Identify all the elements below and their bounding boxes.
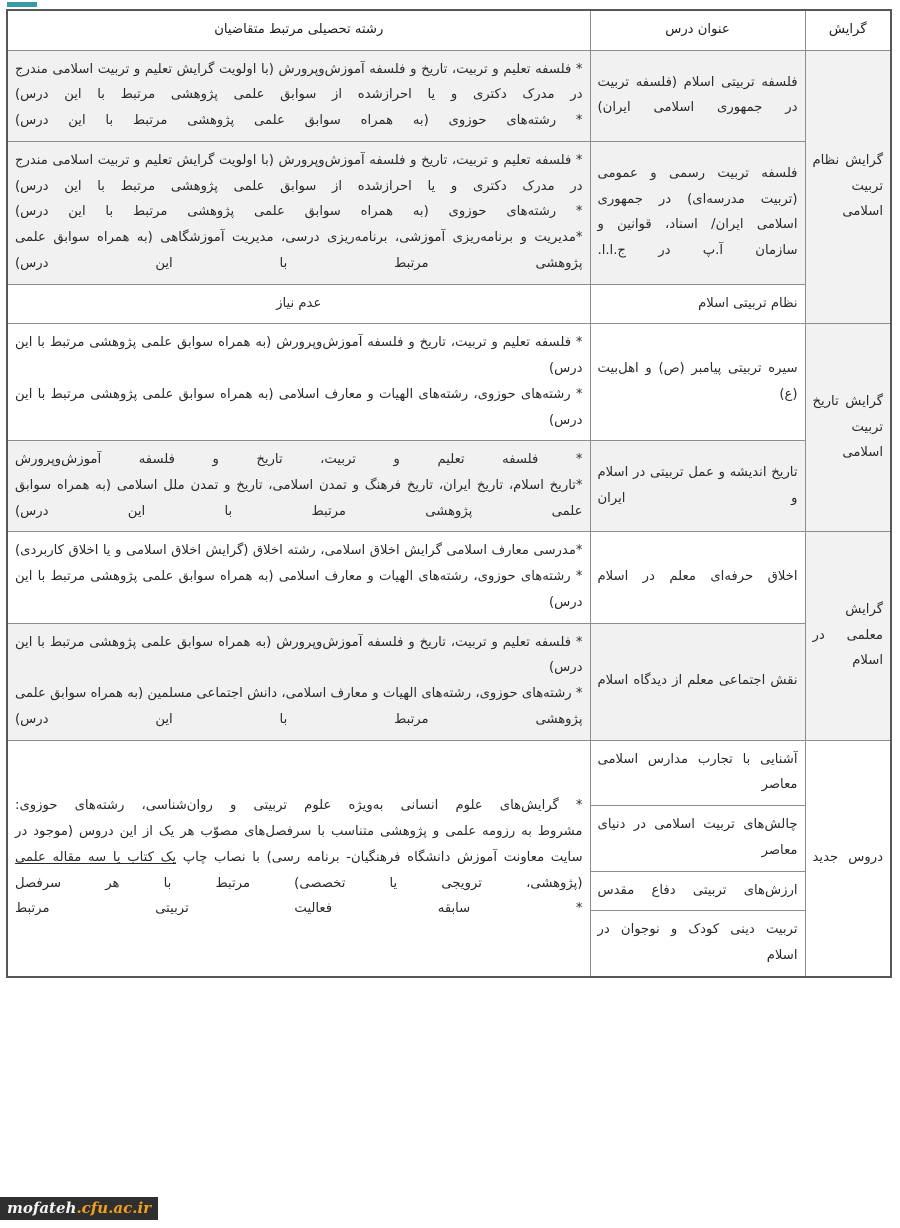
eligible-field-line: *تاریخ اسلام، تاریخ ایران، تاریخ فرهنگ و تمدن اسلامی، تاریخ و تمدن ملل اسلامی (به همراه سوابق علمی پژوهشی مرتبط با این درس) xyxy=(15,478,583,519)
table-sheet xyxy=(8,9,892,978)
teal-marker-bar xyxy=(7,2,37,7)
eligible-field-line: * رشته‌های حوزوی، رشته‌های الهیات و معارف اسلامی، دانش اجتماعی مسلمین (به همراه سوابق علمی پژوهشی مرتبط با این درس) xyxy=(15,686,583,727)
table-header xyxy=(7,10,891,50)
gerayesh-cell: گرایش معلمی در اسلام xyxy=(805,532,891,740)
table-row xyxy=(7,441,891,532)
eligible-field-line: *مدرسی معارف اسلامی گرایش اخلاق اسلامی، رشته اخلاق (گرایش اخلاق اسلامی و یا اخلاق کاربردی) xyxy=(15,543,583,559)
condition-text-a: مشروط به رزومه علمی و پژوهشی متناسب با سرفصل‌های مصوّب هر یک از این دروس (موجود در سایت معاونت آموزش دانشگاه فرهنگیان- برنامه رسی) با نصاب چاپ xyxy=(15,824,583,865)
course-title-cell: آشنایی با تجارب مدارس اسلامی معاصر xyxy=(590,740,805,805)
table-row xyxy=(7,284,891,324)
course-title-cell: فلسفه تربیتی اسلام (فلسفه تربیت در جمهوری اسلامی ایران) xyxy=(590,50,805,141)
eligible-field-line: عدم نیاز xyxy=(276,295,322,311)
table-row xyxy=(7,532,891,623)
eligible-field-line: * رشته‌های حوزوی (به همراه سوابق علمی پژوهشی مرتبط با این درس) xyxy=(15,204,583,220)
table-row xyxy=(7,623,891,740)
eligible-field-line: * رشته‌های حوزوی، رشته‌های الهیات و معارف اسلامی (به همراه سوابق علمی پژوهشی مرتبط با این درس) xyxy=(15,569,583,610)
course-title-cell: ارزش‌های تربیتی دفاع مقدس xyxy=(590,871,805,911)
eligible-fields-cell xyxy=(7,50,590,141)
table-row xyxy=(7,141,891,284)
course-title-cell: چالش‌های تربیت اسلامی در دنیای معاصر xyxy=(590,806,805,871)
gerayesh-cell: گرایش تاریخ تربیت اسلامی xyxy=(805,324,891,532)
eligible-field-condition xyxy=(15,819,583,896)
eligible-fields-cell xyxy=(7,740,590,977)
table-row xyxy=(7,324,891,441)
eligible-field-line: * فلسفه تعلیم و تربیت، تاریخ و فلسفه آموزش‌وپرورش xyxy=(15,452,583,468)
header-onvan: عنوان درس xyxy=(590,10,805,50)
course-title-cell: نظام تربیتی اسلام xyxy=(590,284,805,324)
eligible-field-line: * فلسفه تعلیم و تربیت، تاریخ و فلسفه آموزش‌وپرورش (با اولویت گرایش تعلیم و تربیت اسلامی مندرج در مدرک دکتری و یا احرازشده از سوابق علمی پژوهشی مرتبط با این درس) xyxy=(15,152,583,194)
eligible-field-line: * فلسفه تعلیم و تربیت، تاریخ و فلسفه آموزش‌وپرورش (با اولویت گرایش تعلیم و تربیت اسلامی مندرج در مدرک دکتری و یا احرازشده از سوابق علمی پژوهشی مرتبط با این درس) xyxy=(15,61,583,103)
eligible-field-line: * رشته‌های حوزوی (به همراه سوابق علمی پژوهشی مرتبط با این درس) xyxy=(15,113,583,129)
eligible-fields-cell xyxy=(7,141,590,284)
eligible-fields-cell xyxy=(7,324,590,441)
requirements-table xyxy=(6,9,892,978)
course-title-cell: فلسفه تربیت رسمی و عمومی (تربیت مدرسه‌ای) در جمهوری اسلامی ایران/ اسناد، قوانین و سازمان آ.پ در ج.ا.ا. xyxy=(590,141,805,284)
watermark-name: mofateh xyxy=(7,1199,77,1217)
course-title-cell: تربیت دینی کودک و نوجوان در اسلام xyxy=(590,911,805,977)
header-gerayesh: گرایش xyxy=(805,10,891,50)
header-row xyxy=(7,10,891,50)
table-row xyxy=(7,50,891,141)
eligible-field-line: * رشته‌های حوزوی، رشته‌های الهیات و معارف اسلامی (به همراه سوابق علمی پژوهشی مرتبط با این درس) xyxy=(15,386,583,428)
site-watermark xyxy=(0,1197,158,1220)
course-title-cell: نقش اجتماعی معلم از دیدگاه اسلام xyxy=(590,623,805,740)
eligible-field-line: * فلسفه تعلیم و تربیت، تاریخ و فلسفه آموزش‌وپرورش (به همراه سوابق علمی پژوهشی مرتبط با این درس) xyxy=(15,335,583,377)
eligible-field-line: * گرایش‌های علوم انسانی به‌ویژه علوم تربیتی و روان‌شناسی، رشته‌های حوزوی: xyxy=(15,798,583,814)
watermark-domain: .cfu.ac.ir xyxy=(76,1199,152,1217)
eligible-field-line: * سابقه فعالیت تربیتی مرتبط xyxy=(15,901,583,917)
course-title-cell: سیره تربیتی پیامبر (ص) و اهل‌بیت (ع) xyxy=(590,324,805,441)
course-title-cell: اخلاق حرفه‌ای معلم در اسلام xyxy=(590,532,805,623)
header-reshte: رشته تحصیلی مرتبط متقاضیان xyxy=(7,10,590,50)
eligible-fields-cell xyxy=(7,441,590,532)
course-title-cell: تاریخ اندیشه و عمل تربیتی در اسلام و ایران xyxy=(590,441,805,532)
table-row xyxy=(7,740,891,805)
eligible-fields-cell xyxy=(7,284,590,324)
gerayesh-cell: گرایش نظام تربیت اسلامی xyxy=(805,50,891,324)
eligible-fields-cell xyxy=(7,623,590,740)
gerayesh-cell: دروس جدید xyxy=(805,740,891,977)
eligible-field-line: * فلسفه تعلیم و تربیت، تاریخ و فلسفه آموزش‌وپرورش (به همراه سوابق علمی پژوهشی مرتبط با این درس) xyxy=(15,634,583,676)
condition-underlined-text: یک کتاب یا سه مقاله علمی xyxy=(15,849,177,865)
condition-text-b: (پژوهشی، ترویجی یا تخصصی) مرتبط با هر سرفصل xyxy=(15,875,583,891)
eligible-field-line: *مدیریت و برنامه‌ریزی آموزشی، برنامه‌ریزی درسی، مدیریت آموزشگاهی (به همراه سوابق علمی پژوهشی مرتبط با این درس) xyxy=(15,230,583,271)
eligible-fields-cell xyxy=(7,532,590,623)
table-body xyxy=(7,50,891,977)
